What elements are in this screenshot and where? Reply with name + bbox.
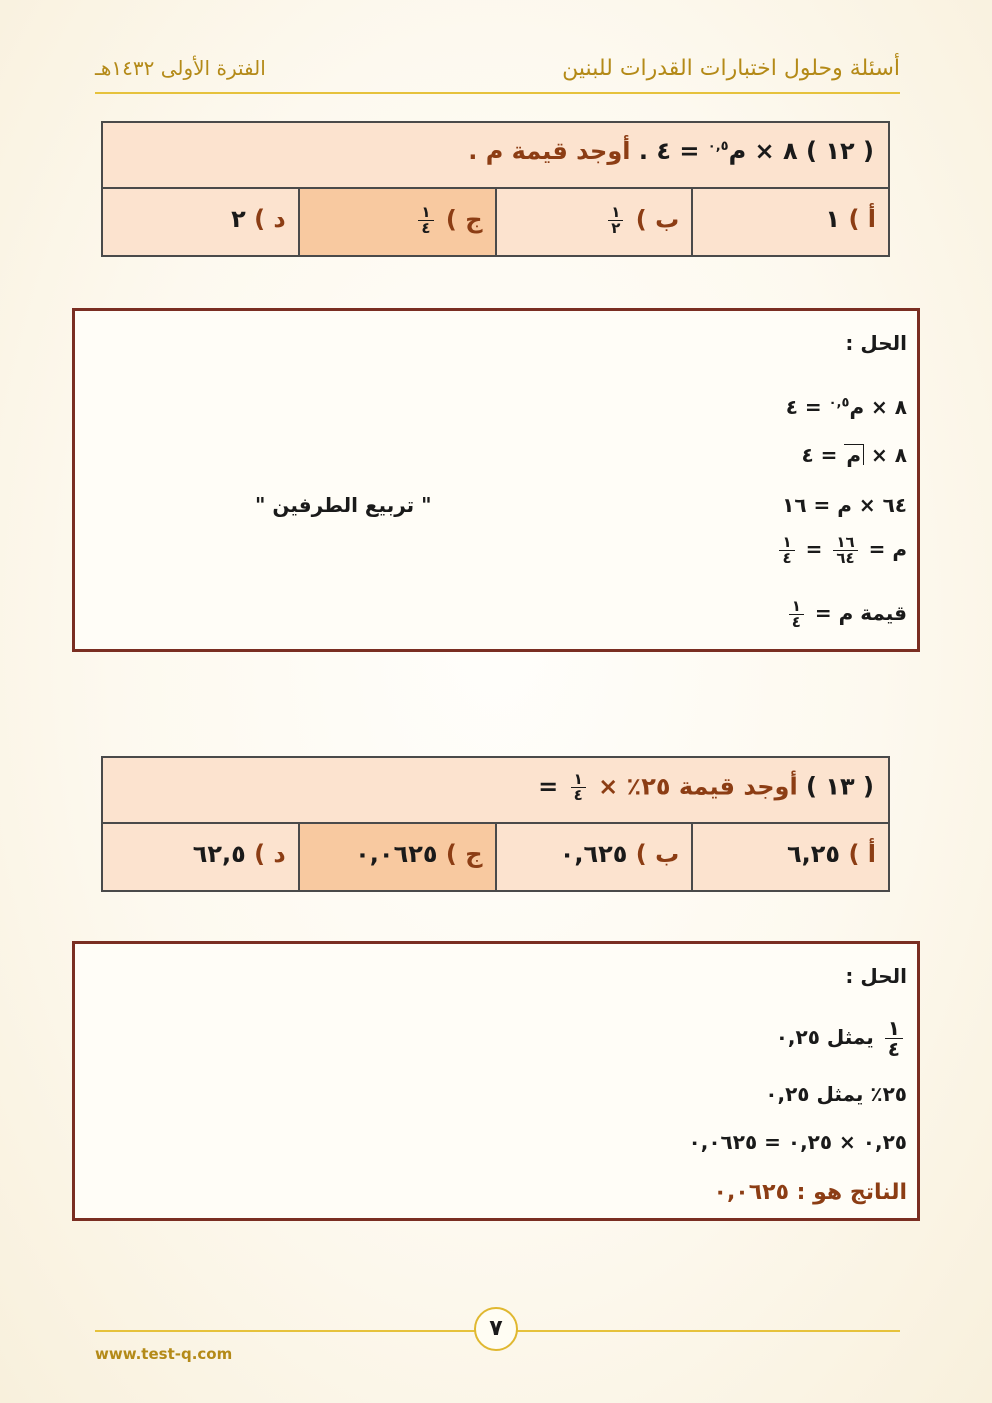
solution-12-box bbox=[72, 308, 920, 652]
option-c-selected[interactable] bbox=[298, 189, 495, 255]
question-13-options bbox=[103, 824, 888, 890]
header-title: أسئلة وحلول اختبارات القدرات للبنين bbox=[562, 56, 900, 81]
question-12-eq-right: = ٤ . bbox=[638, 137, 700, 165]
question-13-row bbox=[103, 758, 888, 824]
header-divider bbox=[95, 92, 900, 94]
option-c-selected[interactable] bbox=[298, 824, 495, 890]
option-a-value: ١ bbox=[825, 205, 841, 233]
question-13-prompt: أوجد قيمة bbox=[678, 772, 798, 801]
question-13-text bbox=[538, 772, 874, 803]
option-a-value: ٦,٢٥ bbox=[787, 840, 841, 868]
question-13-percent: ٢٥٪ × bbox=[598, 772, 671, 801]
option-c-letter: ج ) bbox=[445, 205, 483, 234]
option-a[interactable] bbox=[691, 824, 888, 890]
option-d-letter: د ) bbox=[254, 205, 286, 233]
option-b[interactable] bbox=[495, 824, 692, 890]
solution-12-line-2: ٨ × م = ٤ bbox=[801, 443, 907, 467]
option-b-letter: ب ) bbox=[635, 205, 680, 234]
question-12-exponent: ٠,٥ bbox=[707, 139, 729, 154]
option-d-value: ٢ bbox=[231, 205, 246, 233]
question-12-prompt: أوجد قيمة م . bbox=[468, 137, 631, 165]
question-13-equals: = bbox=[538, 772, 559, 801]
solution-12-note: " تربيع الطرفين " bbox=[255, 493, 432, 517]
option-d-letter: د ) bbox=[254, 840, 286, 868]
solution-13-line-2: ٢٥٪ يمثل ٠,٢٥ bbox=[765, 1082, 907, 1106]
solution-13-line-1: $\frac{١}{٤}$ يمثل ٠,٢٥ bbox=[776, 1018, 907, 1059]
solution-13-line-3: ٠,٢٥ × ٠,٢٥ = ٠,٠٦٢٥ bbox=[688, 1130, 907, 1154]
question-12-box bbox=[101, 121, 890, 257]
solution-12-title: الحل : bbox=[845, 331, 907, 355]
solution-12-line-3: ٦٤ × م = ١٦ bbox=[782, 493, 907, 517]
option-c-value: ٠,٠٦٢٥ bbox=[355, 840, 438, 868]
option-c-letter: ج ) bbox=[445, 840, 483, 868]
option-b-letter: ب ) bbox=[635, 840, 680, 868]
square-root-icon: م bbox=[844, 444, 864, 465]
option-a-letter: أ ) bbox=[848, 840, 876, 868]
option-d[interactable] bbox=[103, 189, 298, 255]
question-12-options bbox=[103, 189, 888, 255]
solution-13-box bbox=[72, 941, 920, 1221]
question-12-eq-left: ٨ × م bbox=[728, 137, 798, 165]
question-13-fraction: $\frac{١}{٤}$ bbox=[571, 772, 586, 803]
option-b-fraction: $\frac{١}{٢}$ bbox=[608, 205, 623, 236]
option-d[interactable] bbox=[103, 824, 298, 890]
page-number: ٧ bbox=[474, 1307, 518, 1351]
option-a-letter: أ ) bbox=[848, 205, 876, 233]
solution-13-title: الحل : bbox=[845, 964, 907, 988]
website-link[interactable]: www.test-q.com bbox=[95, 1345, 233, 1363]
page-header bbox=[95, 56, 900, 92]
header-period: الفترة الأولى ١٤٣٢هـ bbox=[95, 56, 266, 80]
question-12-text bbox=[468, 137, 874, 165]
solution-12-line-4: م = $\frac{١٦}{٦٤}$ = $\frac{١}{٤}$ bbox=[775, 535, 907, 566]
option-b[interactable] bbox=[495, 189, 692, 255]
solution-13-result: الناتج هو : ٠,٠٦٢٥ bbox=[713, 1180, 907, 1205]
solution-12-line-1: ٨ × م$^{٠,٥}$ = ٤ bbox=[785, 395, 907, 419]
question-12-number: ( ١٢ ) bbox=[806, 137, 874, 165]
option-b-value: ٠,٦٢٥ bbox=[559, 840, 628, 868]
option-d-value: ٦٢,٥ bbox=[192, 840, 246, 868]
question-12-row bbox=[103, 123, 888, 189]
question-13-box bbox=[101, 756, 890, 892]
option-a[interactable] bbox=[691, 189, 888, 255]
option-c-fraction: $\frac{١}{٤}$ bbox=[418, 205, 433, 236]
question-13-number: ( ١٣ ) bbox=[806, 772, 874, 801]
solution-12-line-5: قيمة م = $\frac{١}{٤}$ bbox=[785, 599, 907, 630]
